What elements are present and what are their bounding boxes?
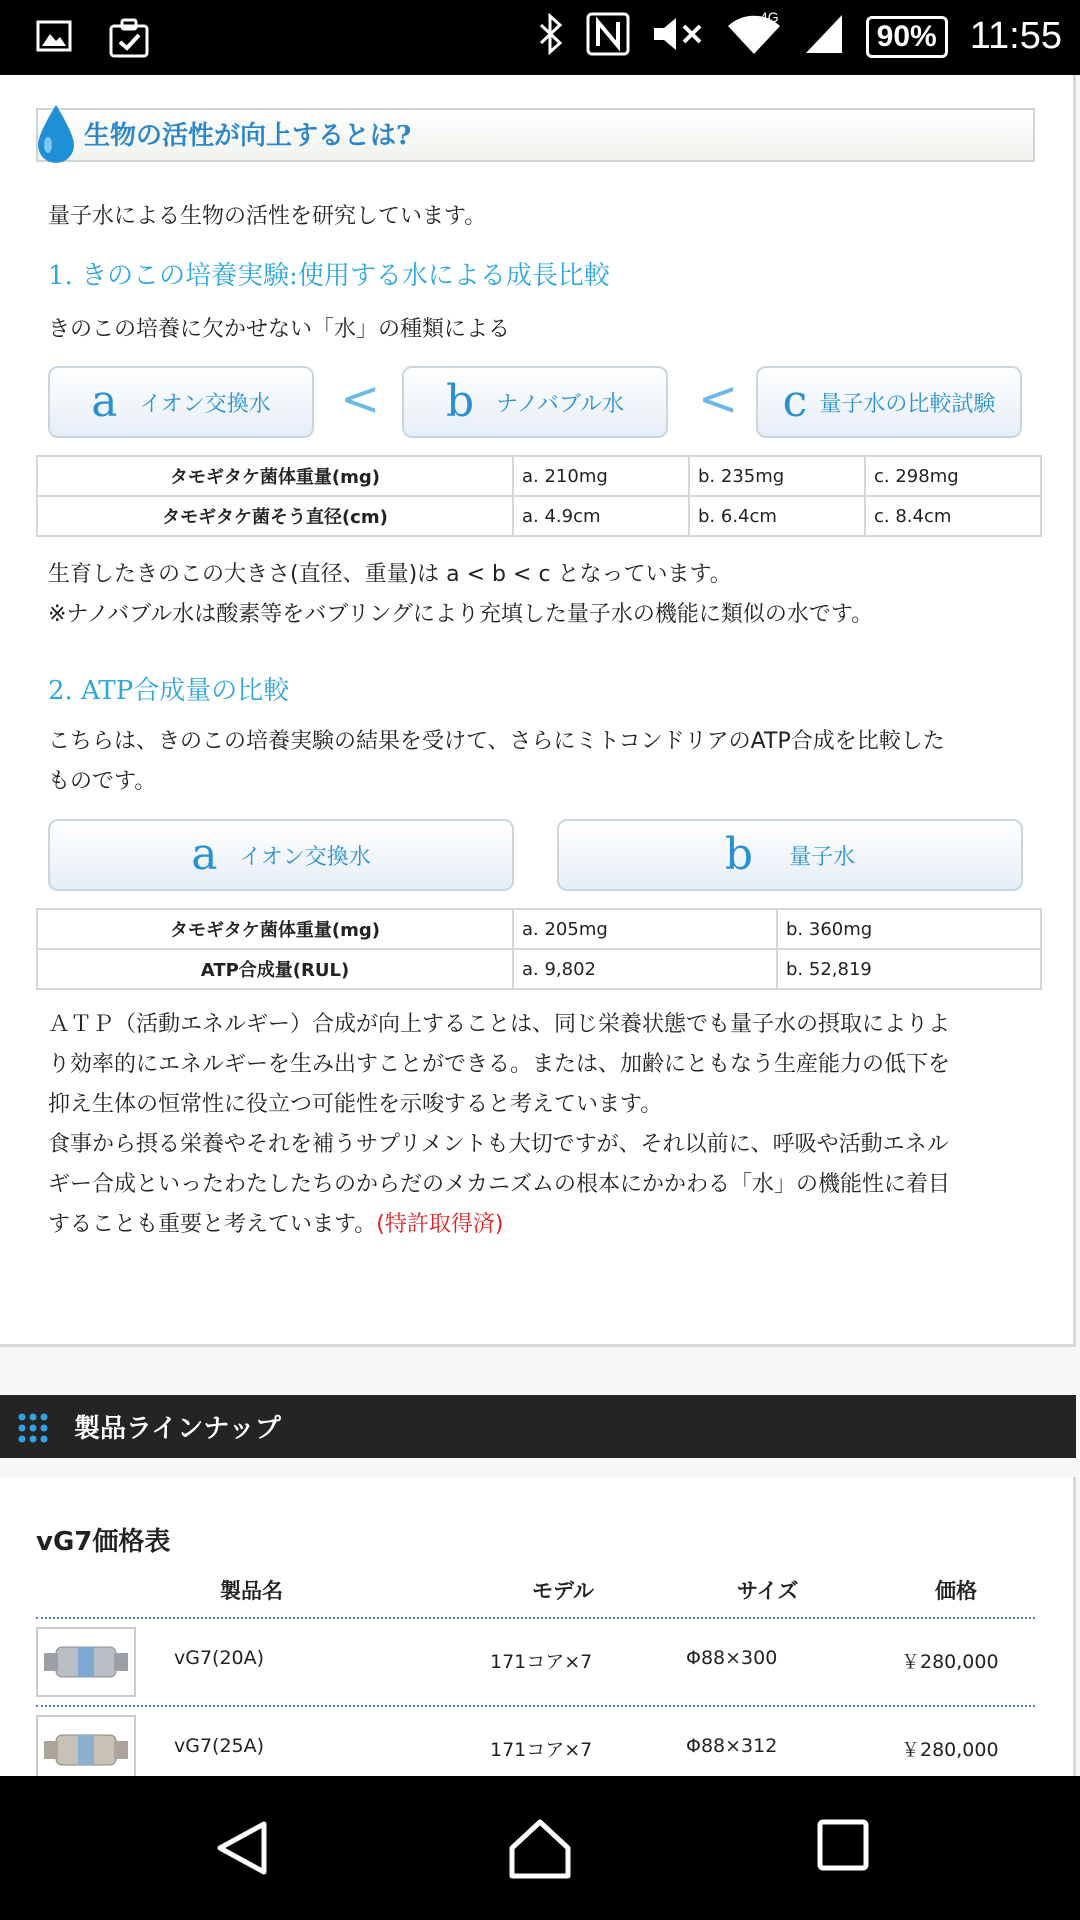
row-product-name[interactable]: vG7(20A) bbox=[174, 1647, 265, 1669]
conclusion-line: 食事から摂る栄養やそれを補うサプリメントも大切ですが、それ以前に、呼吸や活動エネル bbox=[48, 1132, 949, 1157]
row-size: Φ88×312 bbox=[686, 1735, 778, 1757]
intro-text: 量子水による生物の活性を研究しています。 bbox=[48, 204, 487, 229]
row-model: 171コア×7 bbox=[490, 1739, 593, 1761]
exp1-subtitle: きのこの培養に欠かせない「水」の種類による bbox=[48, 317, 511, 342]
image-icon bbox=[36, 18, 72, 62]
table-cell: a. 205mg bbox=[513, 909, 777, 949]
water-drop-icon bbox=[34, 103, 78, 171]
table-cell: タモギタケ菌体重量(mg) bbox=[37, 909, 513, 949]
pill-ion-water: a イオン交換水 bbox=[48, 366, 314, 438]
signal-icon bbox=[804, 13, 844, 60]
less-than-sign: < bbox=[698, 371, 739, 427]
home-icon[interactable] bbox=[508, 1818, 572, 1884]
patent-link[interactable]: (特許取得済) bbox=[376, 1212, 504, 1237]
page-content[interactable] bbox=[0, 75, 1080, 1776]
clipboard-check-icon bbox=[108, 18, 150, 62]
product-thumbnail[interactable] bbox=[36, 1715, 136, 1776]
table-cell: b. 235mg bbox=[689, 456, 865, 496]
divider bbox=[36, 1705, 1035, 1707]
exp2-table bbox=[36, 908, 1042, 990]
table-cell: c. 298mg bbox=[865, 456, 1041, 496]
lineup-header-bar bbox=[0, 1395, 1076, 1458]
less-than-sign: < bbox=[340, 371, 381, 427]
row-price: ￥280,000 bbox=[901, 1739, 999, 1761]
table-cell: タモギタケ菌体重量(mg) bbox=[37, 456, 513, 496]
table-cell: b. 360mg bbox=[777, 909, 1041, 949]
bluetooth-icon bbox=[538, 13, 564, 60]
exp1-title: 1. きのこの培養実験:使用する水による成長比較 bbox=[48, 261, 610, 291]
price-table-title: vG7価格表 bbox=[36, 1527, 171, 1557]
grid-dots-icon bbox=[18, 1413, 50, 1447]
pill-quantum-water-2: b 量子水 bbox=[557, 819, 1023, 891]
activity-section bbox=[0, 75, 1076, 1347]
wifi-icon bbox=[726, 12, 782, 61]
header-product-name: 製品名 bbox=[220, 1579, 283, 1603]
table-cell: a. 210mg bbox=[513, 456, 689, 496]
row-product-name[interactable]: vG7(25A) bbox=[174, 1735, 265, 1757]
clock: 11:55 bbox=[969, 15, 1062, 57]
row-model: 171コア×7 bbox=[490, 1651, 593, 1673]
conclusion-line: ギー合成といったわたしたちのからだのメカニズムの根本にかかわる「水」の機能性に着目 bbox=[48, 1172, 951, 1197]
divider bbox=[36, 1617, 1035, 1619]
nfc-icon bbox=[586, 12, 630, 61]
price-table-section bbox=[0, 1477, 1076, 1776]
table-cell: a. 9,802 bbox=[513, 949, 777, 989]
table-row bbox=[37, 909, 1041, 949]
exp2-desc-1: こちらは、きのこの培養実験の結果を受けて、さらにミトコンドリアのATP合成を比較した bbox=[48, 729, 945, 754]
exp1-table bbox=[36, 455, 1042, 537]
table-cell: ATP合成量(RUL) bbox=[37, 949, 513, 989]
lineup-title: 製品ラインナップ bbox=[74, 1414, 281, 1444]
conclusion-line: 抑え生体の恒常性に役立つ可能性を示唆すると考えています。 bbox=[48, 1092, 663, 1117]
svg-text:4G: 4G bbox=[759, 12, 779, 25]
pill-ion-water-2: a イオン交換水 bbox=[48, 819, 514, 891]
conclusion-last-line bbox=[48, 1205, 503, 1245]
row-price: ￥280,000 bbox=[901, 1651, 999, 1673]
product-thumbnail[interactable] bbox=[36, 1627, 136, 1697]
navigation-bar bbox=[0, 1776, 1080, 1920]
back-icon[interactable] bbox=[212, 1818, 272, 1882]
recents-icon[interactable] bbox=[816, 1818, 870, 1876]
header-size: サイズ bbox=[737, 1579, 799, 1603]
exp2-title: 2. ATP合成量の比較 bbox=[48, 676, 290, 706]
header-model: モデル bbox=[532, 1579, 594, 1603]
row-size: Φ88×300 bbox=[686, 1647, 778, 1669]
pill-quantum-water: c 量子水の比較試験 bbox=[756, 366, 1022, 438]
section-heading: 生物の活性が向上するとは? bbox=[84, 121, 412, 151]
conclusion-line: り効率的にエネルギーを生み出すことができる。または、加齢にともなう生産能力の低下を bbox=[48, 1052, 951, 1077]
exp1-note-1: 生育したきのこの大きさ(直径、重量)は a < b < c となっています。 bbox=[48, 562, 732, 587]
table-cell: タモギタケ菌そう直径(cm) bbox=[37, 496, 513, 536]
header-price: 価格 bbox=[935, 1579, 977, 1603]
table-row bbox=[37, 949, 1041, 989]
exp2-desc-2: ものです。 bbox=[48, 769, 157, 794]
conclusion-line: ＡＴＰ（活動エネルギー）合成が向上することは、同じ栄養状態でも量子水の摂取によりよ bbox=[48, 1012, 951, 1037]
table-cell: a. 4.9cm bbox=[513, 496, 689, 536]
conclusion-text: することも重要と考えています。 bbox=[48, 1212, 377, 1237]
table-row bbox=[37, 456, 1041, 496]
table-cell: b. 52,819 bbox=[777, 949, 1041, 989]
table-cell: b. 6.4cm bbox=[689, 496, 865, 536]
table-cell: c. 8.4cm bbox=[865, 496, 1041, 536]
table-row bbox=[37, 496, 1041, 536]
pill-nanobubble-water: b ナノバブル水 bbox=[402, 366, 668, 438]
status-bar bbox=[0, 0, 1080, 75]
battery-icon: 90% bbox=[866, 16, 948, 58]
mute-icon bbox=[652, 14, 704, 59]
exp1-note-2: ※ナノバブル水は酸素等をバブリングにより充填した量子水の機能に類似の水です。 bbox=[48, 602, 874, 627]
